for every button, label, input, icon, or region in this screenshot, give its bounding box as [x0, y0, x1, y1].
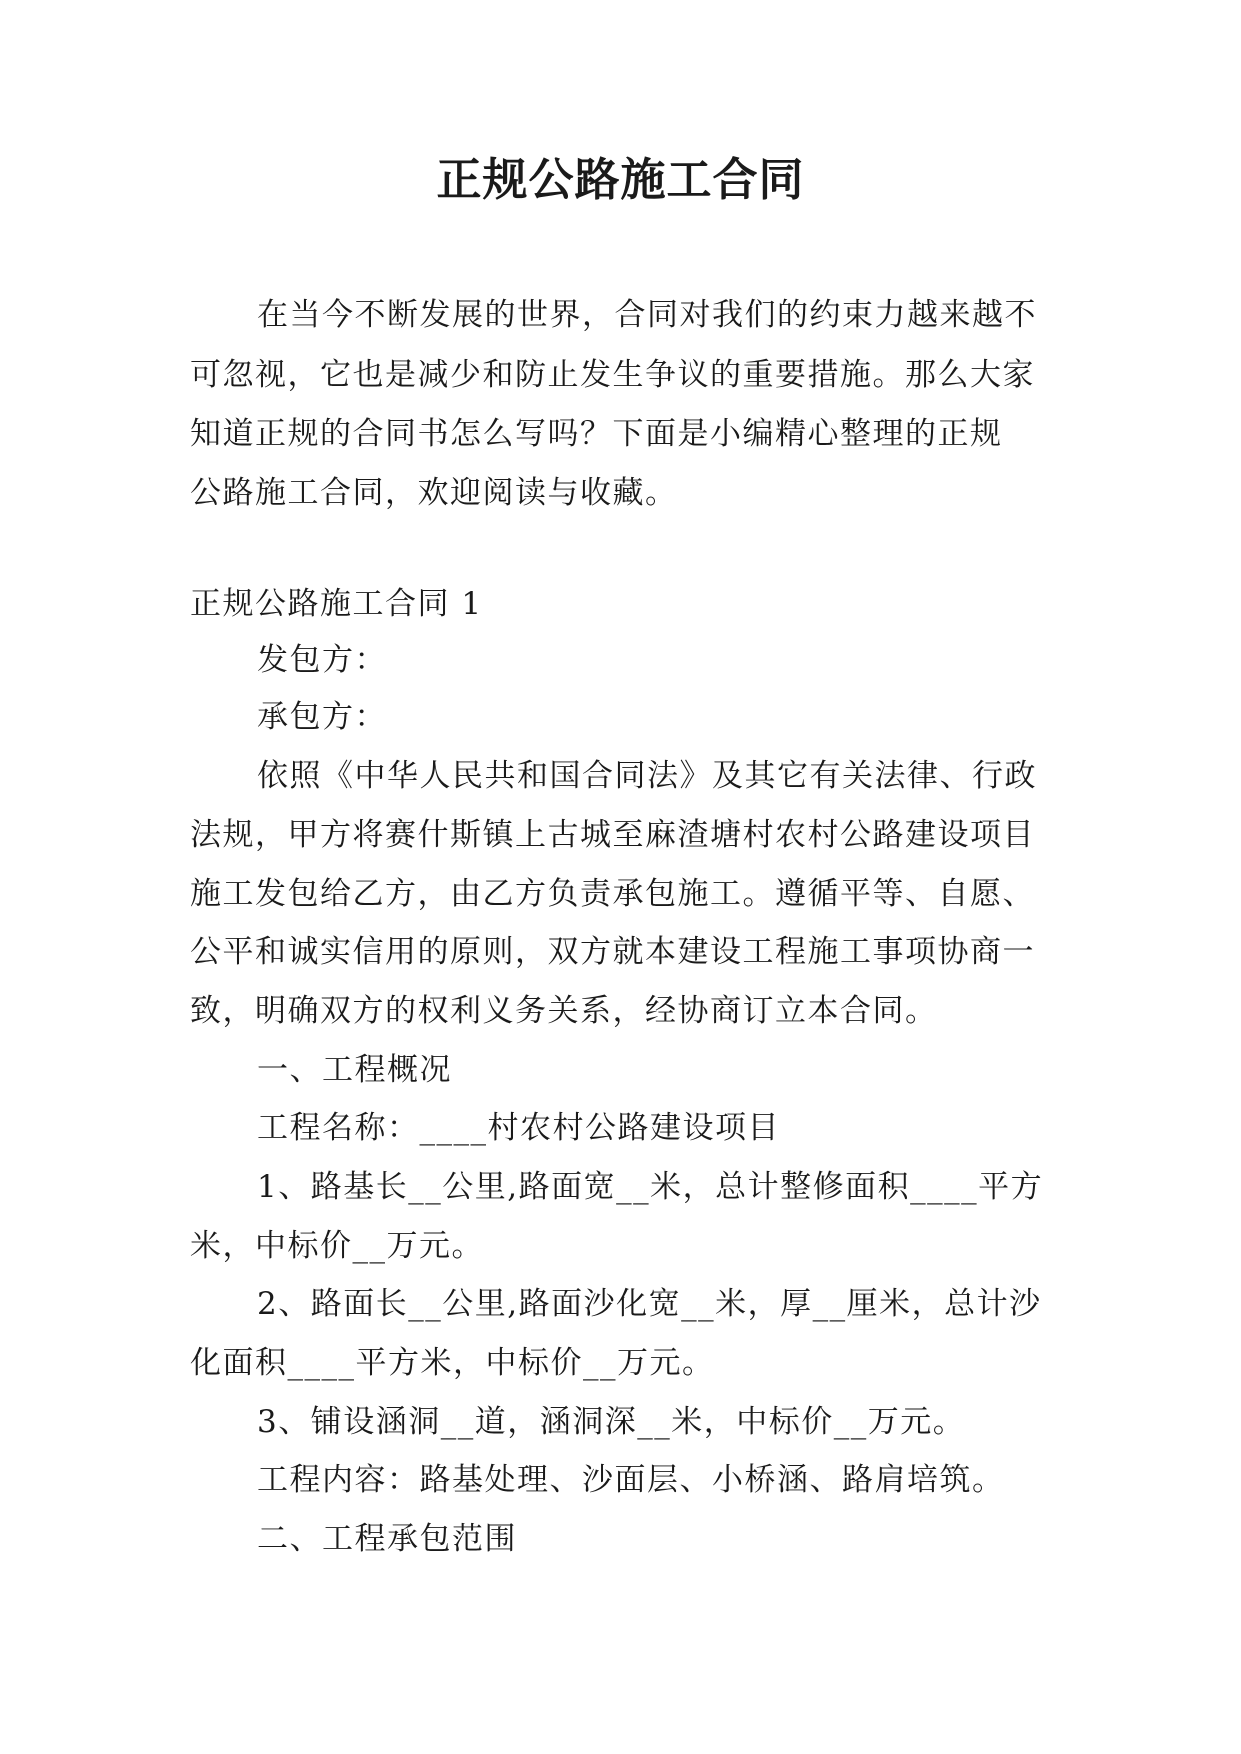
document-title: 正规公路施工合同: [436, 153, 805, 206]
item-1-line: 1、路基长__公里,路面宽__米，总计整修面积____平方: [257, 1169, 1044, 1205]
basis-line: 致，明确双方的权利义务关系，经协商订立本合同。: [190, 993, 938, 1029]
intro-line: 在当今不断发展的世界，合同对我们的约束力越来越不: [257, 297, 1037, 333]
party-b-label: 承包方：: [257, 699, 387, 735]
intro-line: 可忽视，它也是减少和防止发生争议的重要措施。那么大家: [190, 357, 1035, 393]
project-content: 工程内容：路基处理、沙面层、小桥涵、路肩培筑。: [257, 1462, 1005, 1498]
item-1-line: 米，中标价__万元。: [190, 1228, 484, 1264]
section-title: 正规公路施工合同 1: [190, 586, 483, 622]
heading-scope: 二、工程承包范围: [257, 1521, 517, 1557]
item-3-line: 3、铺设涵洞__道，涵洞深__米，中标价__万元。: [257, 1404, 966, 1440]
basis-line: 施工发包给乙方，由乙方负责承包施工。遵循平等、自愿、: [190, 876, 1035, 912]
intro-line: 公路施工合同，欢迎阅读与收藏。: [190, 475, 678, 511]
item-2-line: 化面积____平方米，中标价__万元。: [190, 1345, 715, 1381]
party-a-label: 发包方：: [257, 642, 387, 678]
basis-line: 依照《中华人民共和国合同法》及其它有关法律、行政: [257, 758, 1037, 794]
intro-line: 知道正规的合同书怎么写吗？下面是小编精心整理的正规: [190, 416, 1003, 452]
item-2-line: 2、路面长__公里,路面沙化宽__米，厚__厘米，总计沙: [257, 1286, 1042, 1322]
project-name: 工程名称：____村农村公路建设项目: [257, 1110, 780, 1146]
heading-overview: 一、工程概况: [257, 1052, 452, 1088]
basis-line: 法规，甲方将赛什斯镇上古城至麻渣塘村农村公路建设项目: [190, 817, 1035, 853]
basis-line: 公平和诚实信用的原则，双方就本建设工程施工事项协商一: [190, 934, 1035, 970]
